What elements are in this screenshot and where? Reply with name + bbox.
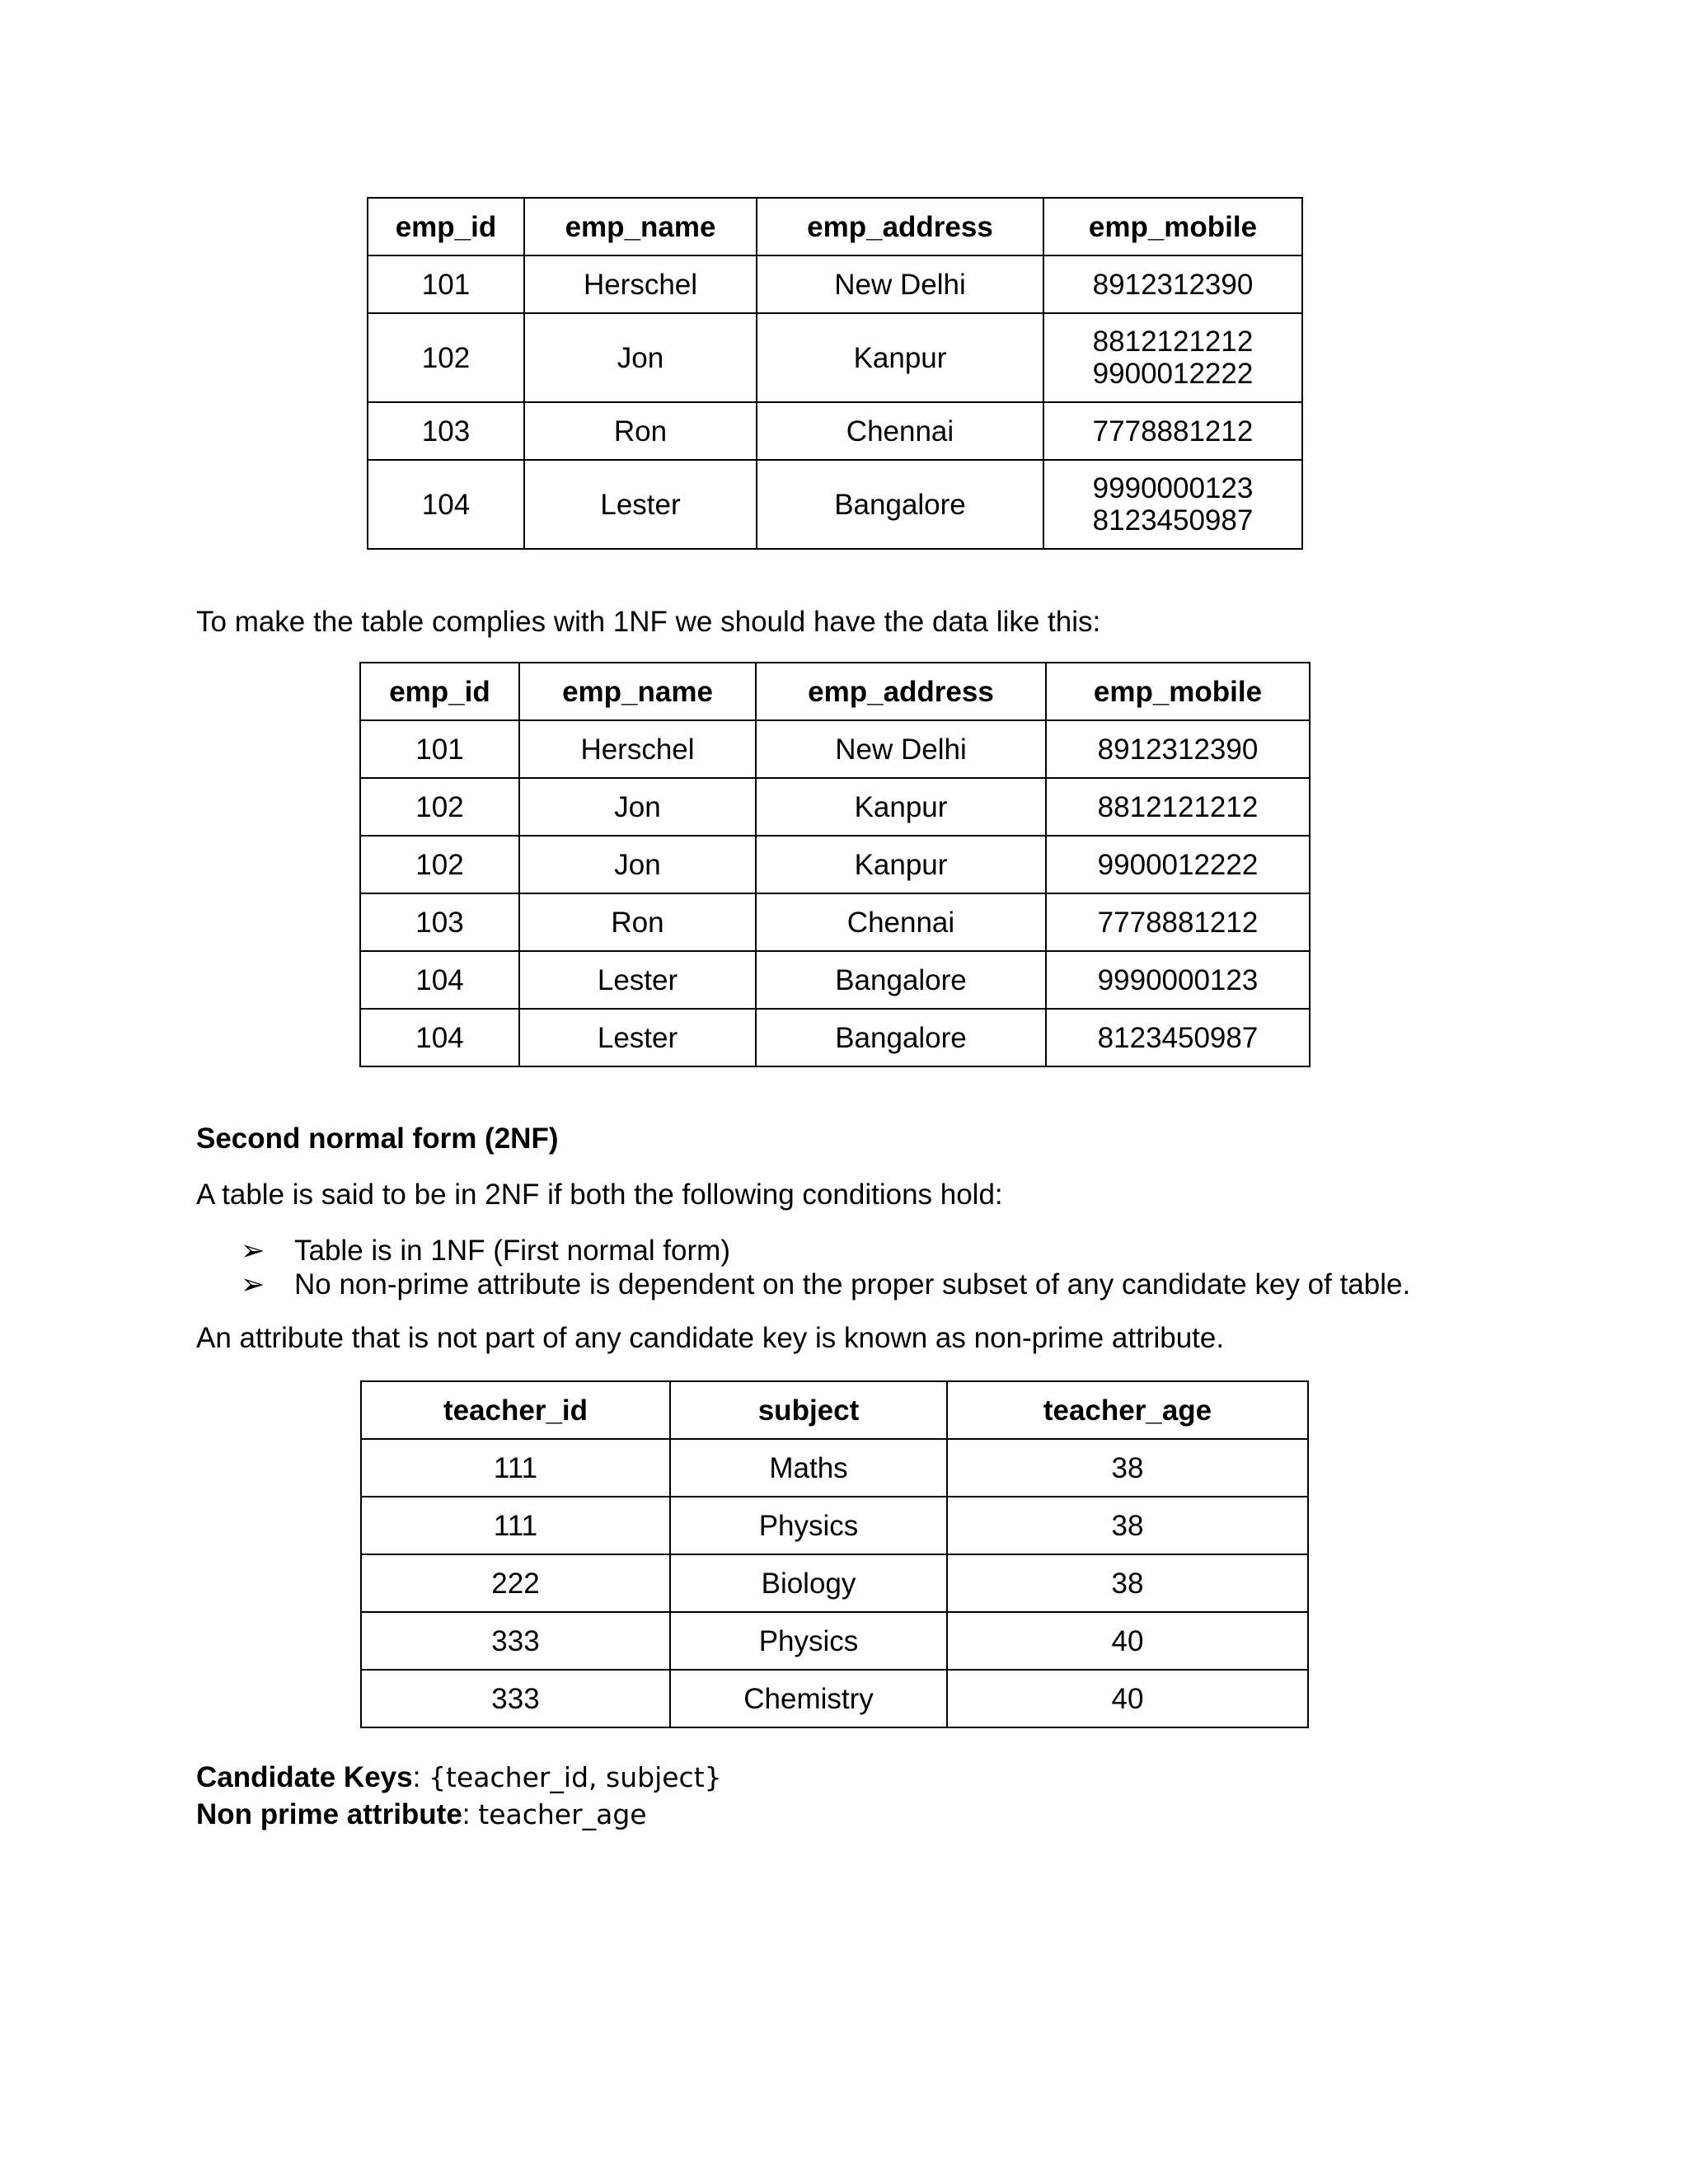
arrow-bullet-icon: ➢ [241,1235,265,1267]
table-cell: Lester [519,1009,756,1066]
table-cell: 103 [360,893,519,951]
non-prime-attribute-value: teacher_age [478,1798,647,1830]
table-cell: Bangalore [757,460,1043,549]
conditions-list [241,1234,1410,1301]
candidate-keys-line: Candidate Keys: {teacher_id, subject} [196,1761,722,1793]
column-header: emp_name [519,663,756,720]
intro-2nf-paragraph: A table is said to be in 2NF if both the following conditions hold: [196,1179,1003,1211]
mobile-number: 9900012222 [1092,358,1254,390]
column-header: subject [670,1381,947,1439]
table-row [360,951,1310,1009]
table-header-row [368,198,1302,255]
column-header: emp_id [368,198,524,255]
table-row [361,1670,1308,1727]
table-cell: 333 [361,1612,670,1670]
non-prime-attribute-line: Non prime attribute: teacher_age [196,1798,647,1830]
table-cell: 103 [368,402,524,460]
table-row [360,720,1310,778]
table-cell [1043,313,1302,402]
arrow-bullet-icon: ➢ [241,1268,265,1301]
teacher-table [360,1380,1309,1728]
table-cell: Kanpur [756,836,1046,893]
table-cell: Bangalore [756,1009,1046,1066]
list-item [241,1268,1410,1301]
table-row [368,255,1302,313]
table-cell: Physics [670,1497,947,1554]
table-cell: Physics [670,1612,947,1670]
table-cell: 38 [947,1439,1308,1497]
table-cell: 8123450987 [1046,1009,1310,1066]
mobile-number: 9990000123 [1092,472,1254,504]
column-header: emp_mobile [1046,663,1310,720]
table-cell: 101 [360,720,519,778]
table-cell: 104 [368,460,524,549]
table-cell: 101 [368,255,524,313]
table-row [361,1612,1308,1670]
table-cell: Chennai [756,893,1046,951]
column-header: emp_name [524,198,757,255]
table-cell: 102 [368,313,524,402]
table-cell: 104 [360,1009,519,1066]
table-cell: Chennai [757,402,1043,460]
table-cell: 9900012222 [1046,836,1310,893]
column-header: teacher_age [947,1381,1308,1439]
candidate-keys-value: {teacher_id, subject} [429,1761,722,1793]
mobile-number: 8912312390 [1092,268,1254,301]
table-cell: New Delhi [756,720,1046,778]
table-cell: 40 [947,1612,1308,1670]
table-row [361,1439,1308,1497]
list-item [241,1234,1410,1268]
table-row [360,1009,1310,1066]
column-header: teacher_id [361,1381,670,1439]
table-cell: Herschel [519,720,756,778]
intro-1nf-paragraph: To make the table complies with 1NF we should have the data like this: [196,606,1101,638]
table-row [368,313,1302,402]
table-row [361,1554,1308,1612]
table-cell [1043,255,1302,313]
table-row [368,402,1302,460]
table-row [360,893,1310,951]
mobile-number: 8812121212 [1092,326,1254,358]
table-row [361,1497,1308,1554]
table-cell: Herschel [524,255,757,313]
table-cell: 111 [361,1439,670,1497]
table-cell: Jon [519,836,756,893]
table-cell: 104 [360,951,519,1009]
column-header: emp_address [756,663,1046,720]
column-header: emp_id [360,663,519,720]
mobile-number: 8123450987 [1092,504,1254,537]
mobile-number: 7778881212 [1092,415,1254,448]
table-cell: Maths [670,1439,947,1497]
column-header: emp_mobile [1043,198,1302,255]
non-prime-attribute-label: Non prime attribute [196,1798,462,1830]
table-header-row [360,663,1310,720]
table-header-row [361,1381,1308,1439]
candidate-keys-label: Candidate Keys [196,1761,413,1793]
table-cell: New Delhi [757,255,1043,313]
table-cell: Jon [519,778,756,836]
table-cell: 38 [947,1554,1308,1612]
table-row [360,836,1310,893]
table-cell: 9990000123 [1046,951,1310,1009]
table-cell: Lester [519,951,756,1009]
non-prime-definition: An attribute that is not part of any candidate key is known as non-prime attribute. [196,1322,1225,1354]
list-item-text: Table is in 1NF (First normal form) [294,1235,730,1267]
employee-table-1nf [359,662,1311,1067]
table-cell: Kanpur [756,778,1046,836]
table-cell [1043,460,1302,549]
section-heading-2nf: Second normal form (2NF) [196,1122,559,1155]
table-cell: 38 [947,1497,1308,1554]
table-row [368,460,1302,549]
table-cell: Kanpur [757,313,1043,402]
table-cell: Lester [524,460,757,549]
table-cell: 222 [361,1554,670,1612]
table-cell: Chemistry [670,1670,947,1727]
table-cell: 8812121212 [1046,778,1310,836]
table-row [360,778,1310,836]
table-cell: Ron [524,402,757,460]
table-cell: 102 [360,836,519,893]
employee-table-unnormalized [367,197,1303,550]
table-cell: Biology [670,1554,947,1612]
table-cell: 8912312390 [1046,720,1310,778]
table-cell: Ron [519,893,756,951]
list-item-text: No non-prime attribute is dependent on the proper subset of any candidate key of table. [294,1268,1411,1301]
table-cell: Bangalore [756,951,1046,1009]
table-cell: 111 [361,1497,670,1554]
table-cell: 40 [947,1670,1308,1727]
table-cell: 7778881212 [1046,893,1310,951]
column-header: emp_address [757,198,1043,255]
table-cell [1043,402,1302,460]
table-cell: Jon [524,313,757,402]
table-cell: 102 [360,778,519,836]
table-cell: 333 [361,1670,670,1727]
